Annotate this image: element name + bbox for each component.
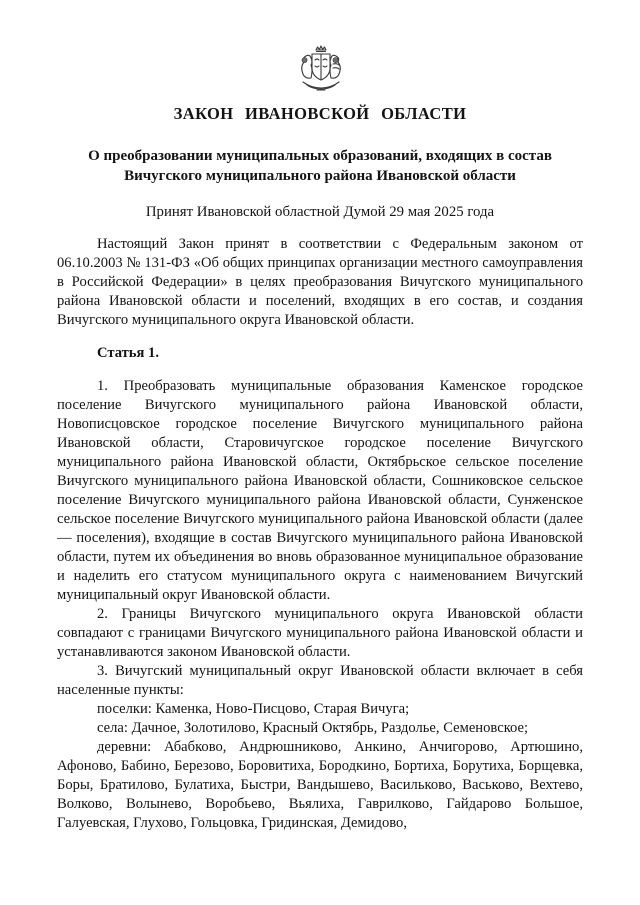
document-title: ЗАКОН ИВАНОВСКОЙ ОБЛАСТИ xyxy=(173,104,467,123)
article-1-body xyxy=(57,377,583,833)
article-1-paragraph-1: 1. Преобразовать муниципальные образования Каменское городское поселение Вичугского муниципального района Ивановской области, Новописцовское городское поселение Вичугского муниципального района Ивановской области, Старовичугское городское поселение Вичугского муниципального района Ивановской области, Октябрьское сельское поселение Вичугского муниципального района Ивановской области, Сошниковское сельское поселение Вичугского муниципального района Ивановской области, Сунженское сельское поселение Вичугского муниципального района Ивановской области (далее — поселения), входящие в состав Вичугского муниципального района Ивановской области, путем их объединения во вновь образованное муниципальное образование и наделить его статусом муниципального округа с наименованием Вичугский муниципальный округ Ивановской области. xyxy=(57,378,583,603)
article-1-paragraph-5: села: Дачное, Золотилово, Красный Октябрь, Раздолье, Семеновское; xyxy=(97,720,529,736)
article-1-heading: Статья 1. xyxy=(97,345,159,361)
article-1-paragraph-3: 3. Вичугский муниципальный округ Ивановской области включает в себя населенные пункты: xyxy=(57,663,583,698)
ivanovo-oblast-coat-of-arms-icon xyxy=(291,44,349,94)
emblem-container xyxy=(57,44,583,96)
article-1-paragraph-2: 2. Границы Вичугского муниципального округа Ивановской области совпадают с границами Вичугского муниципального района Ивановской области и устанавливаются законом Ивановской области. xyxy=(57,606,583,660)
document-subtitle: О преобразовании муниципальных образований, входящих в состав Вичугского муниципального района Ивановской области xyxy=(88,148,552,184)
preamble-paragraph: Настоящий Закон принят в соответствии с Федеральным законом от 06.10.2003 № 131-ФЗ «Об общих принципах организации местного самоуправления в Российской Федерации» в целях преобразования Вичугского муниципального района Ивановской области и поселений, входящих в его состав, и создания Вичугского муниципального округа Ивановской области. xyxy=(57,236,583,328)
adoption-line: Принят Ивановской областной Думой 29 мая 2025 года xyxy=(145,204,495,220)
article-1-paragraph-4: поселки: Каменка, Ново-Писцово, Старая Вичуга; xyxy=(97,701,410,717)
article-1-paragraph-6: деревни: Абабково, Андрюшниково, Анкино, Анчигорово, Артюшино, Афоново, Бабино, Березово, Боровитиха, Бородкино, Бортиха, Борутиха, Борщевка, Боры, Братилово, Булатиха, Быстри, Вандышево, Васильково, Васьково, Вехтево, Волково, Волынево, Воробьево, Вьялиха, Гаврилково, Гайдарово Большое, Галуевская, Глухово, Гольцовка, Гридинская, Демидово, xyxy=(57,739,583,831)
